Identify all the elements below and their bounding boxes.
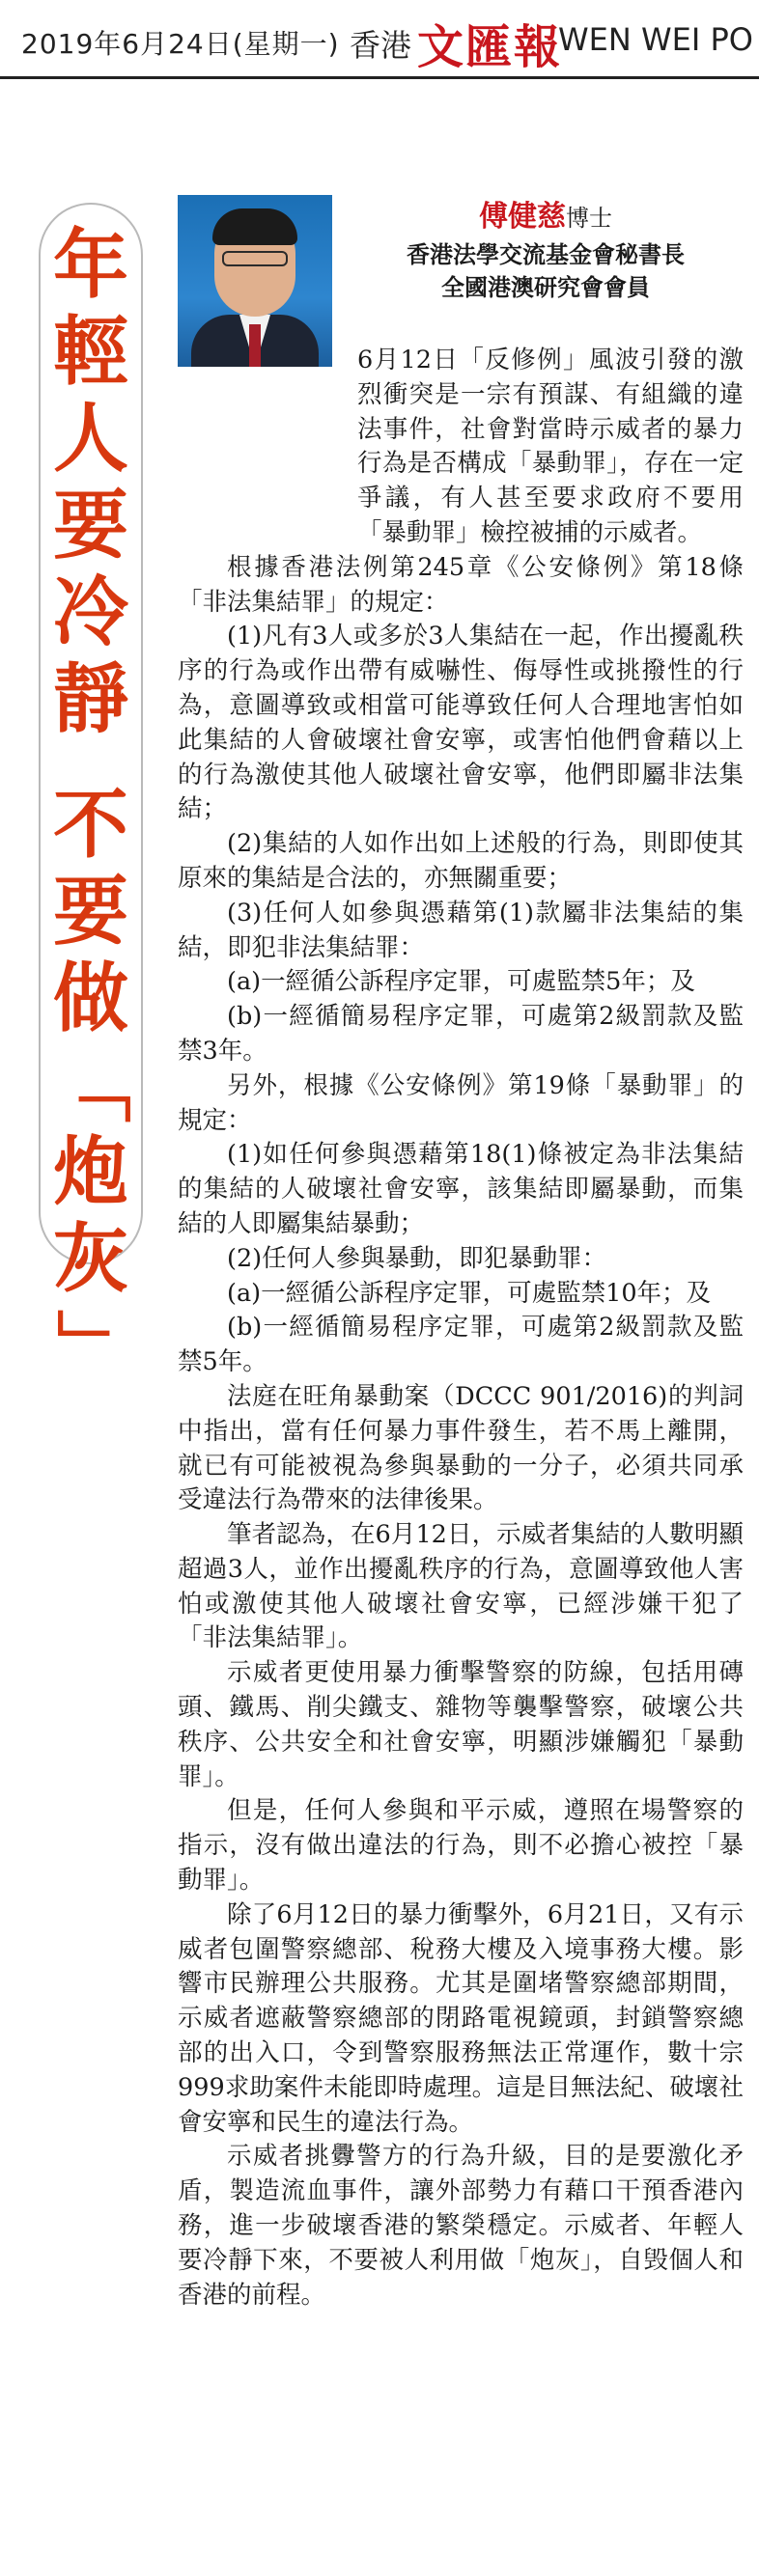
headline-char: 炮: [52, 1128, 128, 1216]
newspaper-logo: 文匯報: [417, 20, 563, 74]
headline-char: 輕: [52, 308, 128, 396]
author-title: 博士: [566, 205, 612, 232]
headline-open-quote: 「: [47, 1047, 135, 1123]
article-paragraph: (3)任何人如參與憑藉第(1)款屬非法集結的集結，即犯非法集結罪：: [178, 898, 744, 962]
article-paragraph: (b)一經循簡易程序定罪，可處第2級罰款及監禁3年。: [178, 1002, 744, 1066]
article-paragraph: 6月12日「反修例」風波引發的激烈衝突是一宗有預謀、有組織的違法事件，社會對當時示威者的暴力行為是否構成「暴動罪」，存在一定爭議，有人甚至要求政府不要用「暴動罪」檢控被捕的示威者。: [357, 346, 744, 547]
article-paragraph: (b)一經循簡易程序定罪，可處第2級罰款及監禁5年。: [178, 1313, 744, 1377]
author-name: 傅健慈: [479, 200, 566, 234]
headline-char: 人: [52, 395, 128, 483]
masthead-region: 香港: [350, 27, 412, 64]
article-paragraph: (a)一經循公訴程序定罪，可處監禁5年；及: [227, 967, 695, 997]
photo-hair: [212, 208, 297, 245]
author-position-2: 全國港澳研究會會員: [441, 273, 650, 301]
headline-char: 年: [52, 221, 128, 309]
author-name-line: [348, 197, 744, 238]
article-paragraph: (2)任何人參與暴動，即犯暴動罪：: [227, 1243, 607, 1273]
headline-char: 要: [52, 868, 128, 956]
newspaper-name-en: WEN WEI PO: [558, 21, 753, 58]
headline-char: 不: [52, 781, 128, 869]
article-paragraph: (1)如任何參與憑藉第18(1)條被定為非法集結的集結的人破壞社會安寧，該集結即屬暴動，而集結的人即屬集結暴動；: [178, 1140, 744, 1238]
publication-date: 2019年6月24日(星期一): [21, 28, 340, 60]
article-paragraph: (2)集結的人如作出如上述般的行為，則即使其原來的集結是合法的，亦無關重要；: [178, 829, 744, 893]
headline-gap: [39, 743, 143, 782]
headline-char: 靜: [52, 655, 128, 743]
author-position-1: 香港法學交流基金會秘書長: [407, 240, 685, 268]
article-paragraph: 除了6月12日的暴力衝擊外，6月21日，又有示威者包圍警察總部、稅務大樓及入境事務大樓。影響市民辦理公共服務。尤其是圍堵警察總部期間，示威者遮蔽警察總部的閉路電視鏡頭，封鎖警察總部的出入口，令到警察服務無法正常運作，數十宗999求助案件未能即時處理。這是目無法紀、破壞社會安寧和民生的違法行為。: [178, 1899, 744, 2137]
article-paragraph: 但是，任何人參與和平示威，遵照在場警察的指示，沒有做出違法的行為，則不必擔心被控「暴動罪」。: [178, 1796, 744, 1896]
author-photo: [178, 195, 332, 367]
article-paragraph: (1)凡有3人或多於3人集結在一起，作出擾亂秩序的行為或作出帶有威嚇性、侮辱性或挑撥性的行為，意圖導致或相當可能導致任何人合理地害怕如此集結的人會破壞社會安寧，或害怕他們會藉以上的行為激使其他人破壞社會安寧，他們即屬非法集結；: [178, 622, 744, 824]
article-body: [178, 344, 744, 2313]
article-paragraph: 根據香港法例第245章《公安條例》第18條「非法集結罪」的規定：: [178, 552, 744, 617]
article-paragraph: 示威者挑釁警方的行為升級，目的是要激化矛盾，製造流血事件，讓外部勢力有藉口干預香港內務，進一步破壞香港的繁榮穩定。示威者、年輕人要冷靜下來，不要被人利用做「炮灰」，自毁個人和香港的前程。: [178, 2142, 744, 2310]
article-paragraph: 法庭在旺角暴動案（DCCC 901/2016)的判詞中指出，當有任何暴力事件發生，若不馬上離開，就已有可能被視為參與暴動的一分子，必須共同承受違法行為帶來的法律後果。: [178, 1381, 744, 1515]
article-paragraph: 另外，根據《公安條例》第19條「暴動罪」的規定：: [178, 1070, 744, 1135]
headline-char: 做: [52, 955, 128, 1042]
article-headline: [39, 222, 143, 1390]
photo-glasses: [222, 251, 288, 266]
article-paragraph: 示威者更使用暴力衝擊警察的防線，包括用磚頭、鐵馬、削尖鐵支、雜物等襲擊警察，破壞公共秩序、公共安全和社會安寧，明顯涉嫌觸犯「暴動罪」。: [178, 1658, 744, 1791]
masthead: [0, 0, 759, 79]
headline-char: 冷: [52, 568, 128, 656]
author-byline: [348, 197, 744, 304]
headline-char: 要: [52, 482, 128, 569]
article-paragraph: (a)一經循公訴程序定罪，可處監禁10年；及: [227, 1278, 712, 1308]
headline-char: 灰: [52, 1215, 128, 1303]
article-paragraph: 筆者認為，在6月12日，示威者集結的人數明顯超過3人，並作出擾亂秩序的行為，意圖導致他人害怕或激使其他人破壞社會安寧，已經涉嫌干犯了「非法集結罪」。: [178, 1520, 744, 1653]
headline-close-quote: 」: [47, 1308, 135, 1384]
